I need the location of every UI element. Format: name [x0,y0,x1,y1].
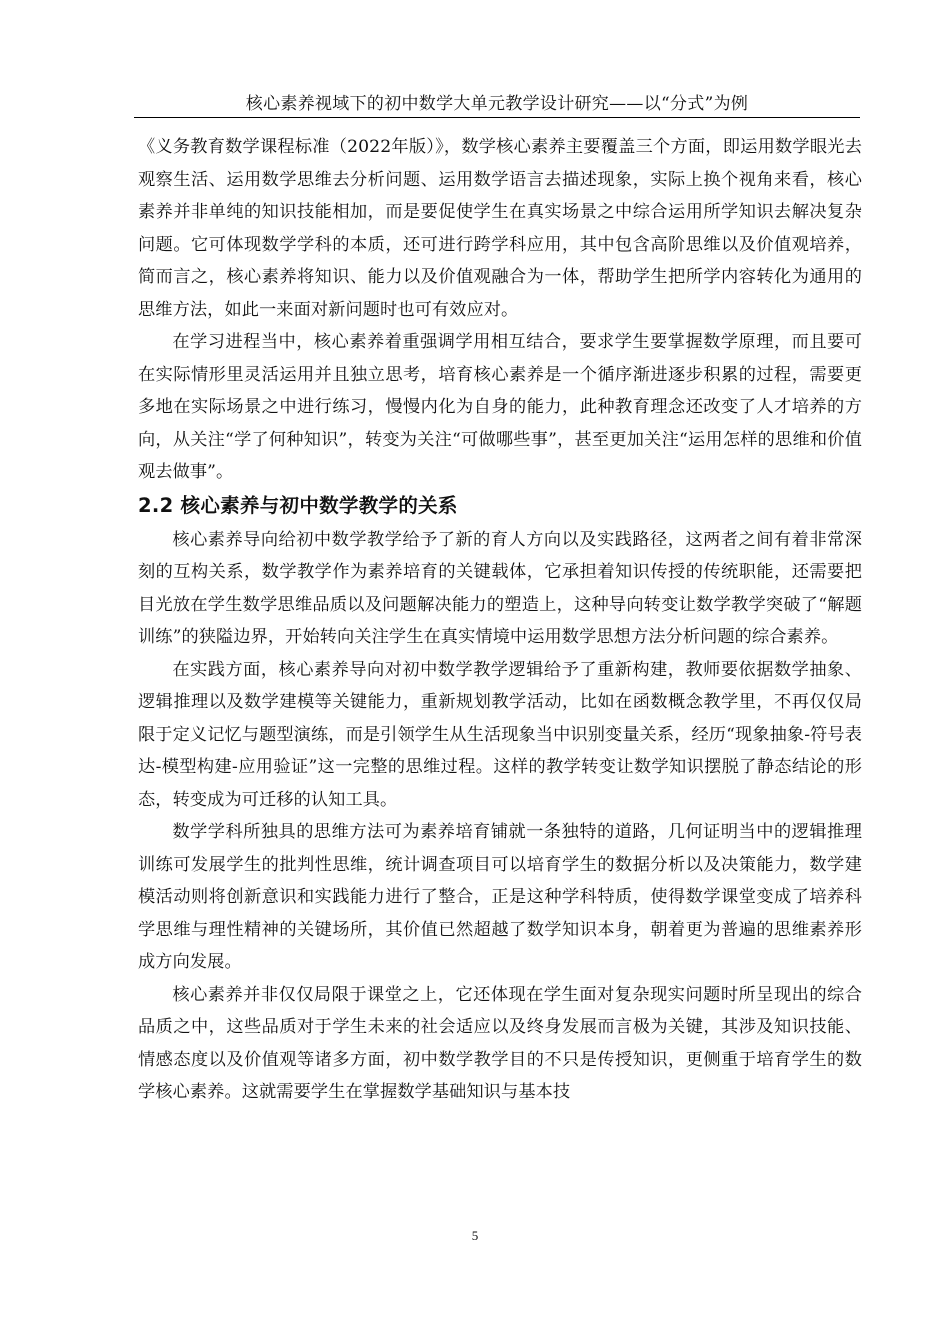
paragraph: 数学学科所独具的思维方法可为素养培育铺就一条独特的道路，几何证明当中的逻辑推理训练可发展学生的批判性思维，统计调查项目可以培育学生的数据分析以及决策能力，数学建模活动则将创新意识和实践能力进行了整合，正是这种学科特质，使得数学课堂变成了培养科学思维与理性精神的关键场所，其价值已然超越了数学知识本身，朝着更为普遍的思维素养形成方向发展。 [138,822,862,972]
paragraph: 在学习进程当中，核心素养着重强调学用相互结合，要求学生要掌握数学原理，而且要可在实际情形里灵活运用并且独立思考，培育核心素养是一个循序渐进逐步积累的过程，需要更多地在实际场景之中进行练习，慢慢内化为自身的能力，此种教育理念还改变了人才培养的方向，从关注“学了何种知识”，转变为关注“可做哪些事”，甚至更加关注“运用怎样的思维和价值观去做事”。 [138,332,862,482]
paragraph: 核心素养导向给初中数学教学给予了新的育人方向以及实践路径，这两者之间有着非常深刻的互构关系，数学教学作为素养培育的关键载体，它承担着知识传授的传统职能，还需要把目光放在学生数学思维品质以及问题解决能力的塑造上，这种导向转变让数学教学突破了“解题训练”的狭隘边界，开始转向关注学生在真实情境中运用数学思想方法分析问题的综合素养。 [138,529,862,647]
header-rule [134,117,860,118]
paragraph-continued: 《义务教育数学课程标准（2022年版）》，数学核心素养主要覆盖三个方面，即运用数学眼光去观察生活、运用数学思维去分析问题、运用数学语言去描述现象，实际上换个视角来看，核心素养并非单纯的知识技能相加，而是要促使学生在真实场景之中综合运用所学知识去解决复杂问题。它可体现数学学科的本质，还可进行跨学科应用，其中包含高阶思维以及价值观培养，简而言之，核心素养将知识、能力以及价值观融合为一体，帮助学生把所学内容转化为通用的思维方法，如此一来面对新问题时也可有效应对。 [138,137,862,320]
paragraph: 在实践方面，核心素养导向对初中数学教学逻辑给予了重新构建，教师要依据数学抽象、逻辑推理以及数学建模等关键能力，重新规划教学活动，比如在函数概念教学里，不再仅仅局限于定义记忆与题型演练，而是引领学生从生活现象当中识别变量关系，经历“现象抽象-符号表达-模型构建-应用验证”这一完整的思维过程。这样的教学转变让数学知识摆脱了静态结论的形态，转变成为可迁移的认知工具。 [138,659,862,810]
section-heading: 2.2 核心素养与初中数学教学的关系 [138,493,458,517]
running-header: 核心素养视域下的初中数学大单元教学设计研究——以“分式”为例 [245,94,749,114]
page-number: 5 [471,1228,479,1243]
paragraph: 核心素养并非仅仅局限于课堂之上，它还体现在学生面对复杂现实问题时所呈现出的综合品质之中，这些品质对于学生未来的社会适应以及终身发展而言极为关键，其涉及知识技能、情感态度以及价值观等诸多方面，初中数学教学目的不只是传授知识，更侧重于培育学生的数学核心素养。这就需要学生在掌握数学基础知识与基本技 [138,984,862,1102]
body-text [138,131,862,1109]
